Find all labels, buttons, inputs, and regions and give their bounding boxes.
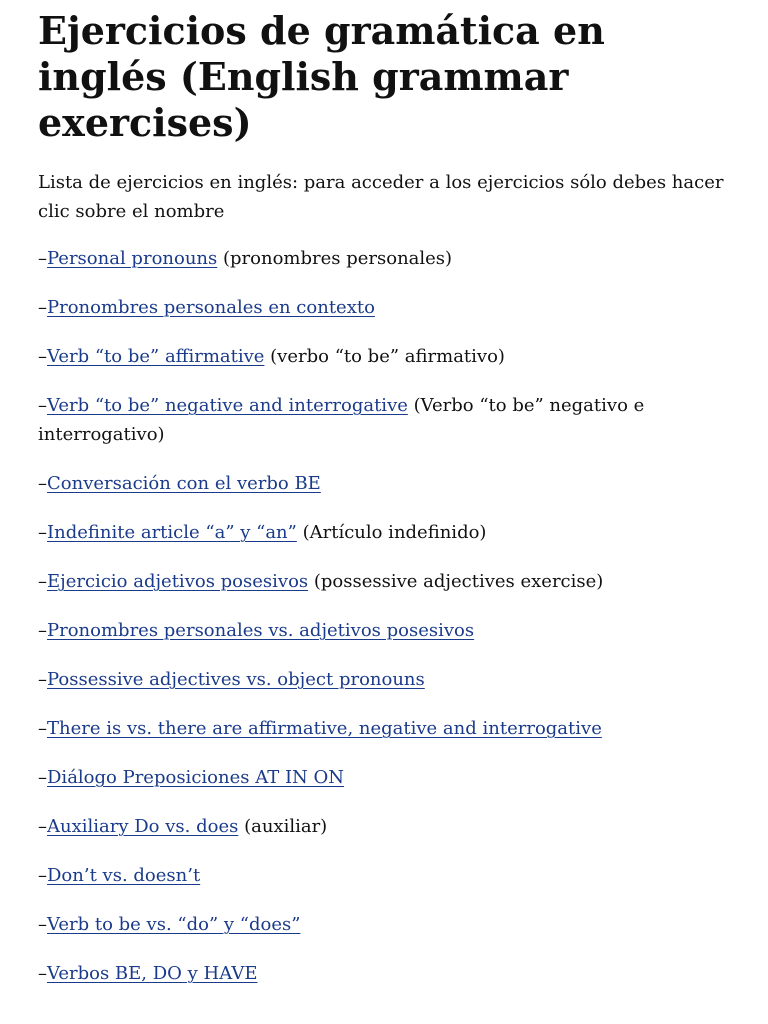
exercise-note: (verbo “to be” afirmativo)	[264, 346, 505, 367]
list-item	[38, 567, 728, 596]
exercise-link-there-is-there-are[interactable]: There is vs. there are affirmative, negative and interrogative	[47, 718, 602, 739]
page-title: Ejercicios de gramática en inglés (English grammar exercises)	[38, 8, 605, 145]
dash-prefix: –	[38, 522, 47, 543]
exercise-link-do-vs-does[interactable]: Auxiliary Do vs. does	[47, 816, 239, 837]
exercise-link-adjetivos-posesivos[interactable]: Ejercicio adjetivos posesivos	[47, 571, 309, 592]
exercise-link-preposiciones[interactable]: Diálogo Preposiciones AT IN ON	[47, 767, 345, 788]
list-item	[38, 665, 728, 694]
exercise-link-indefinite-article[interactable]: Indefinite article “a” y “an”	[47, 522, 297, 543]
exercise-link-be-do-have[interactable]: Verbos BE, DO y HAVE	[47, 963, 258, 984]
list-item	[38, 293, 728, 322]
list-item	[38, 342, 728, 371]
list-item	[38, 763, 728, 792]
dash-prefix: –	[38, 395, 47, 416]
list-item	[38, 812, 728, 841]
exercise-note: (auxiliar)	[238, 816, 328, 837]
exercise-note: (Artículo indefinido)	[296, 522, 487, 543]
exercise-link-verb-to-be-affirmative[interactable]: Verb “to be” affirmative	[47, 346, 265, 367]
list-item	[38, 959, 728, 988]
exercise-link-possessive-vs-object[interactable]: Possessive adjectives vs. object pronouns	[47, 669, 425, 690]
dash-prefix: –	[38, 620, 47, 641]
list-item	[38, 469, 728, 498]
dash-prefix: –	[38, 473, 47, 494]
dash-prefix: –	[38, 571, 47, 592]
exercise-note: (Verbo “to be” negativo e interrogativo)	[38, 395, 645, 445]
dash-prefix: –	[38, 963, 47, 984]
exercise-link-verb-to-be-negative[interactable]: Verb “to be” negative and interrogative	[47, 395, 408, 416]
exercise-list	[38, 244, 728, 988]
list-item	[38, 861, 728, 890]
dash-prefix: –	[38, 718, 47, 739]
dash-prefix: –	[38, 297, 47, 318]
dash-prefix: –	[38, 346, 47, 367]
dash-prefix: –	[38, 816, 47, 837]
list-item	[38, 244, 728, 273]
exercise-note: (pronombres personales)	[217, 248, 453, 269]
exercise-link-personal-pronouns[interactable]: Personal pronouns	[47, 248, 218, 269]
dash-prefix: –	[38, 669, 47, 690]
list-item	[38, 616, 728, 645]
exercise-link-conversacion-be[interactable]: Conversación con el verbo BE	[47, 473, 321, 494]
list-item	[38, 910, 728, 939]
exercise-link-pronombres-contexto[interactable]: Pronombres personales en contexto	[47, 297, 375, 318]
exercise-link-dont-vs-doesnt[interactable]: Don’t vs. doesn’t	[47, 865, 201, 886]
intro-paragraph: Lista de ejercicios en inglés: para acceder a los ejercicios sólo debes hacer clic sobre el nombre	[38, 172, 724, 222]
dash-prefix: –	[38, 767, 47, 788]
dash-prefix: –	[38, 914, 47, 935]
exercise-note: (possessive adjectives exercise)	[308, 571, 604, 592]
list-item	[38, 391, 728, 449]
list-item	[38, 518, 728, 547]
list-item	[38, 714, 728, 743]
dash-prefix: –	[38, 865, 47, 886]
exercise-link-pronombres-vs-adjetivos[interactable]: Pronombres personales vs. adjetivos posesivos	[47, 620, 475, 641]
dash-prefix: –	[38, 248, 47, 269]
exercise-link-to-be-vs-do-does[interactable]: Verb to be vs. “do” y “does”	[47, 914, 301, 935]
